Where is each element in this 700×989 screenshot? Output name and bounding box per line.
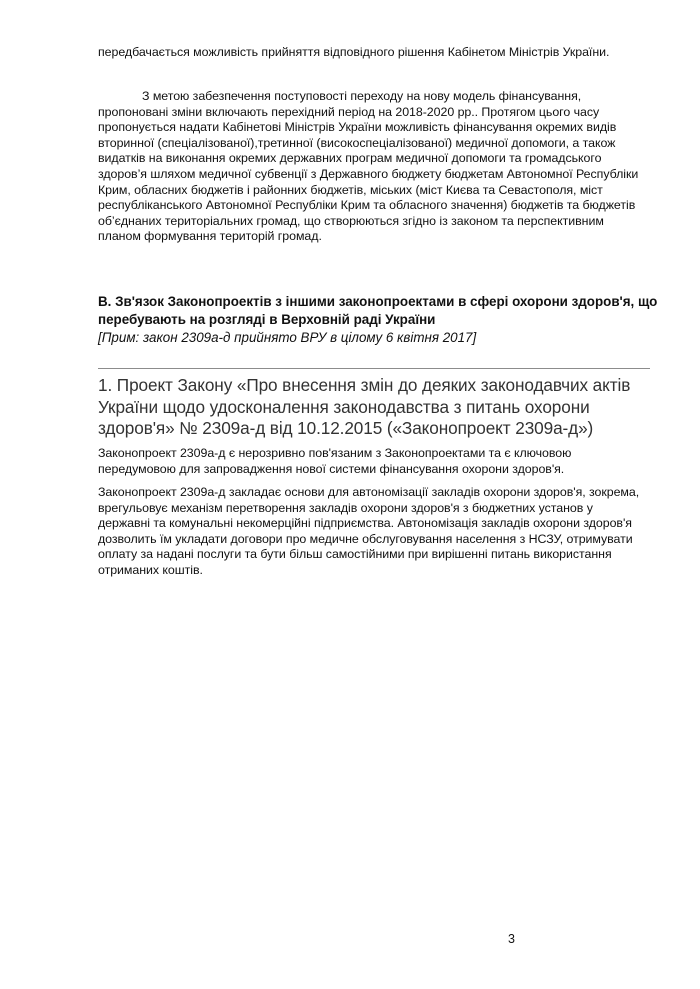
paragraph-bill-autonomy: Законопроект 2309а-д закладає основи для автономізації закладів охорони здоров'я, зокрема, врегульовує механізм перетворення закладів охорони здоров'я з бюджетних установ у державні та комунальні некомерційні підприємства. Автономізація закладів охорони здоров'я дозволить їм укладати договори про медичне обслуговування населення з НСЗУ, отримувати оплату за надані послуги та бути більш самостійними при вирішенні питань використання отриманих коштів.: [98, 485, 640, 577]
paragraph-bill-linkage: Законопроект 2309а-д є нерозривно пов'язаним з Законопроектами та є ключовою передумовою для запровадження нової системи фінансування охорони здоров'я.: [98, 446, 572, 476]
paragraph-continuation: передбачається можливість прийняття відповідного рішення Кабінетом Міністрів України.: [98, 45, 610, 59]
bill-subheading: 1. Проект Закону «Про внесення змін до деяких законодавчих актів України щодо удосконалення законодавства з питань охорони здоров'я» № 2309а-д від 10.12.2015 («Законопроект 2309а-д»): [98, 375, 631, 438]
page-number: 3: [508, 932, 515, 946]
section-divider: [98, 368, 650, 369]
paragraph-transition-period: З метою забезпечення поступовості переходу на нову модель фінансування, пропоновані зміни включають перехідний період на 2018-2020 рр.. Протягом цього часу пропонується надати Кабінетові Міністрів України можливість фінансування окремих видів вторинної (спеціалізованої),третинної (високоспеціалізованої) медичної допомоги, а також видатків на виконання окремих державних програм медичної допомоги та громадського здоров’я шляхом медичної субвенції з Державного бюджету бюджетам Автономної Республіки Крим, обласних бюджетів і районних бюджетів, міських (міст Києва та Севастополя, міст республіканського Автономної Республіки Крим та обласного значення) бюджетів та бюджетів об’єднаних територіальних громад, що створюються згідно із законом та перспективним планом формування територій громад.: [98, 89, 639, 244]
section-note: [Прим: закон 2309а-д прийнято ВРУ в цілому 6 квітня 2017]: [98, 330, 477, 345]
section-heading: В. Зв'язок Законопроектів з іншими законопроектами в сфері охорони здоров'я, що перебувають на розгляді в Верховній раді України: [98, 294, 658, 327]
